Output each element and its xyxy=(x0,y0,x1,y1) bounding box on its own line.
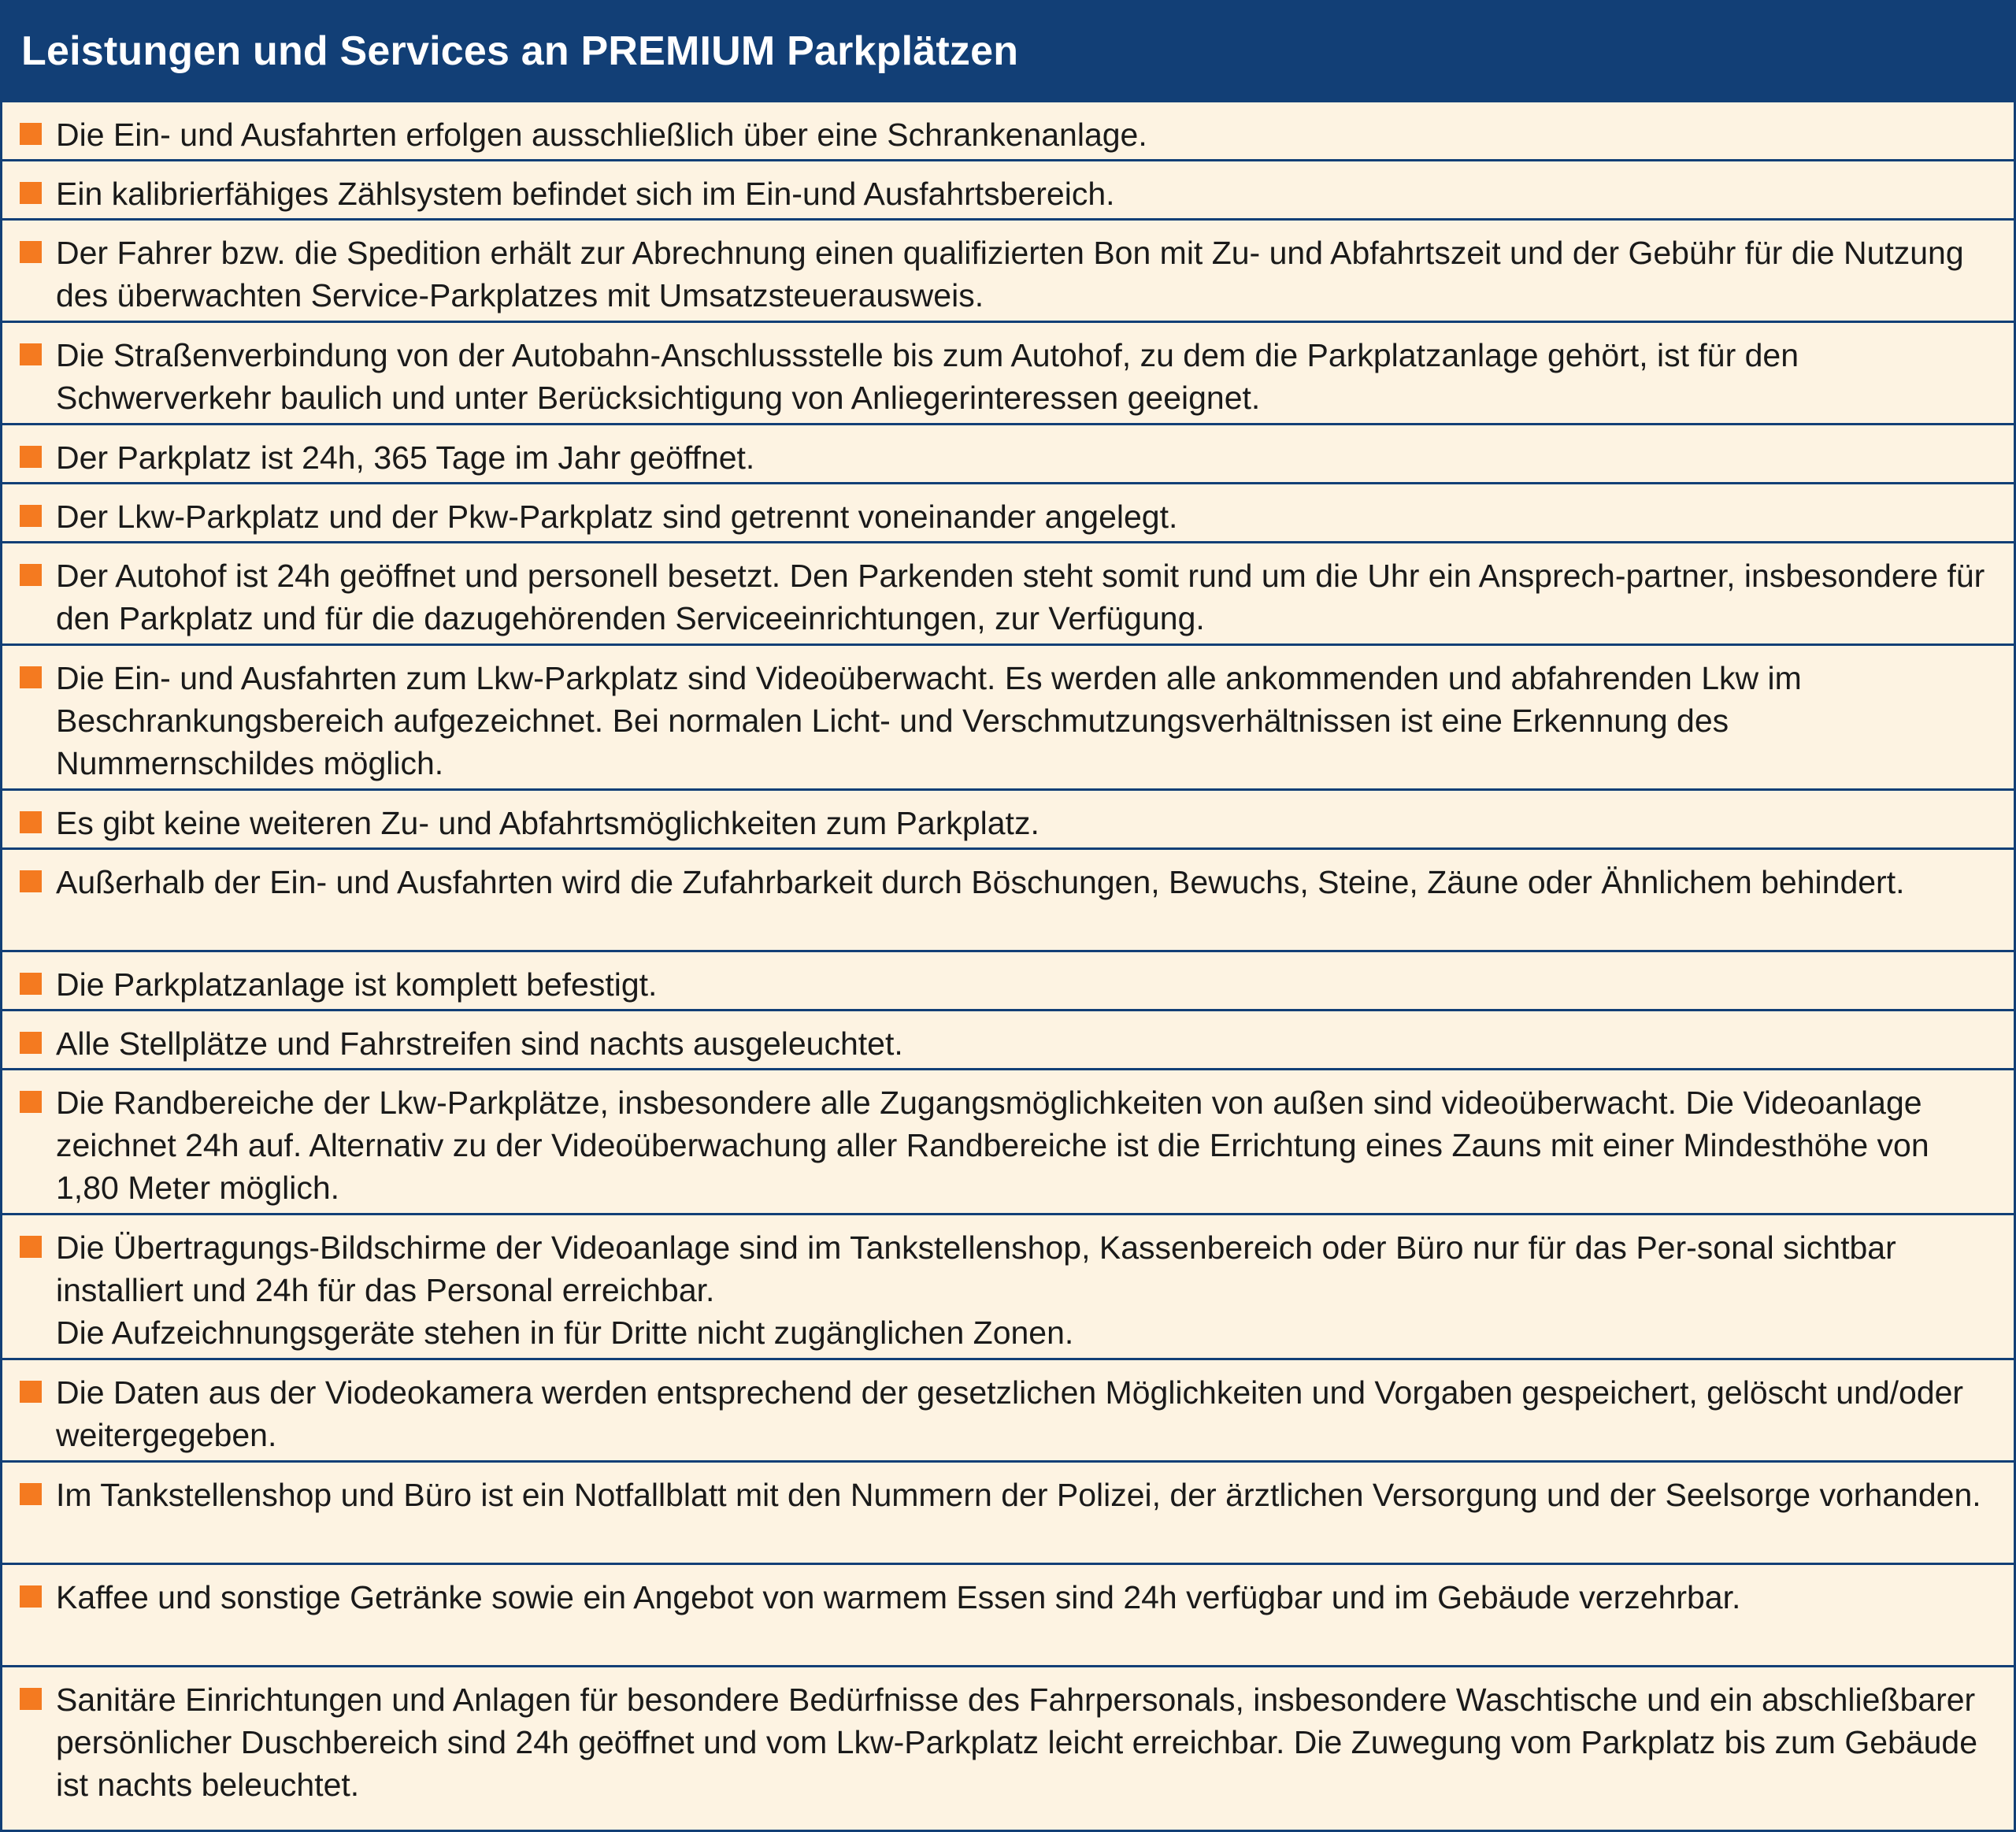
list-item-text: Die Übertragungs-Bildschirme der Videoanlage sind im Tankstellenshop, Kassenbereich oder Büro nur für das Per-sonal sichtbar installiert und 24h für das Personal erreichbar. Die Aufzeichnungsgeräte stehen in für Dritte nicht zugänglichen Zonen. xyxy=(56,1229,1896,1351)
orange-square-bullet-icon xyxy=(20,811,42,833)
list-item xyxy=(2,1358,2014,1460)
list-item xyxy=(2,218,2014,321)
list-item-text: Alle Stellplätze und Fahrstreifen sind nachts ausgeleuchtet. xyxy=(56,1025,903,1062)
list-item-text: Ein kalibrierfähiges Zählsystem befindet sich im Ein-und Ausfahrtsbereich. xyxy=(56,176,1115,212)
orange-square-bullet-icon xyxy=(20,123,42,145)
list-item-text: Die Ein- und Ausfahrten erfolgen ausschließlich über eine Schrankenanlage. xyxy=(56,117,1147,153)
orange-square-bullet-icon xyxy=(20,666,42,688)
list-item xyxy=(2,788,2014,847)
list-item-text: Der Fahrer bzw. die Spedition erhält zur Abrechnung einen qualifizierten Bon mit Zu- und Abfahrtszeit und der Gebühr für die Nutzung des überwachten Service-Parkplatzes mit Umsatzsteuerausweis. xyxy=(56,235,1964,313)
list-item xyxy=(2,1009,2014,1068)
orange-square-bullet-icon xyxy=(20,973,42,995)
orange-square-bullet-icon xyxy=(20,870,42,892)
services-list xyxy=(2,100,2014,1830)
list-item-text: Die Straßenverbindung von der Autobahn-Anschlussstelle bis zum Autohof, zu dem die Parkplatzanlage gehört, ist für den Schwerverkehr baulich und unter Berücksichtigung von Anliegerinteressen geeignet. xyxy=(56,337,1799,416)
orange-square-bullet-icon xyxy=(20,446,42,468)
list-item-text: Die Daten aus der Viodeokamera werden entsprechend der gesetzlichen Möglichkeiten und Vorgaben gespeichert, gelöscht und/oder weitergegeben. xyxy=(56,1374,1964,1453)
orange-square-bullet-icon xyxy=(20,182,42,204)
list-item xyxy=(2,482,2014,541)
list-item-text: Die Parkplatzanlage ist komplett befestigt. xyxy=(56,966,658,1003)
list-item-text: Sanitäre Einrichtungen und Anlagen für besondere Bedürfnisse des Fahrpersonals, insbesondere Waschtische und ein abschließbarer persönlicher Duschbereich sind 24h geöffnet und vom Lkw-Parkplatz leicht erreichbar. Die Zuwegung vom Parkplatz bis zum Gebäude ist nachts beleuchtet. xyxy=(56,1682,1978,1803)
list-item-text: Außerhalb der Ein- und Ausfahrten wird die Zufahrbarkeit durch Böschungen, Bewuchs, Steine, Zäune oder Ähnlichem behindert. xyxy=(56,864,1905,900)
list-item xyxy=(2,321,2014,423)
list-item-text: Der Parkplatz ist 24h, 365 Tage im Jahr geöffnet. xyxy=(56,439,755,476)
list-item xyxy=(2,950,2014,1009)
list-item xyxy=(2,1563,2014,1665)
orange-square-bullet-icon xyxy=(20,343,42,365)
list-item-text: Die Randbereiche der Lkw-Parkplätze, insbesondere alle Zugangsmöglichkeiten von außen sind videoüberwacht. Die Videoanlage zeichnet 24h auf. Alternativ zu der Videoüberwachung aller Randbereiche ist die Errichtung eines Zauns mit einer Mindesthöhe von 1,80 Meter möglich. xyxy=(56,1085,1929,1206)
list-item xyxy=(2,1213,2014,1358)
list-item xyxy=(2,643,2014,788)
list-item xyxy=(2,847,2014,950)
list-item-text: Der Lkw-Parkplatz und der Pkw-Parkplatz sind getrennt voneinander angelegt. xyxy=(56,499,1178,535)
orange-square-bullet-icon xyxy=(20,1483,42,1505)
orange-square-bullet-icon xyxy=(20,1585,42,1608)
orange-square-bullet-icon xyxy=(20,505,42,527)
orange-square-bullet-icon xyxy=(20,241,42,263)
orange-square-bullet-icon xyxy=(20,1032,42,1054)
list-item xyxy=(2,541,2014,643)
list-item xyxy=(2,1665,2014,1830)
orange-square-bullet-icon xyxy=(20,1381,42,1403)
list-item-text: Im Tankstellenshop und Büro ist ein Notfallblatt mit den Nummern der Polizei, der ärztlichen Versorgung und der Seelsorge vorhanden. xyxy=(56,1477,1981,1513)
orange-square-bullet-icon xyxy=(20,1236,42,1258)
list-item-text: Kaffee und sonstige Getränke sowie ein Angebot von warmem Essen sind 24h verfügbar und im Gebäude verzehrbar. xyxy=(56,1579,1741,1615)
list-item xyxy=(2,159,2014,218)
panel-title: Leistungen und Services an PREMIUM Parkplätzen xyxy=(2,2,2014,100)
list-item xyxy=(2,100,2014,159)
list-item xyxy=(2,1460,2014,1563)
orange-square-bullet-icon xyxy=(20,564,42,586)
list-item-text: Der Autohof ist 24h geöffnet und personell besetzt. Den Parkenden steht somit rund um die Uhr ein Ansprech-partner, insbesondere für den Parkplatz und für die dazugehörenden Serviceeinrichtungen, zur Verfügung. xyxy=(56,558,1985,636)
list-item xyxy=(2,423,2014,482)
orange-square-bullet-icon xyxy=(20,1091,42,1113)
list-item-text: Die Ein- und Ausfahrten zum Lkw-Parkplatz sind Videoüberwacht. Es werden alle ankommenden und abfahrenden Lkw im Beschrankungsbereich aufgezeichnet. Bei normalen Licht- und Verschmutzungsverhältnissen ist eine Erkennung des Nummernschildes möglich. xyxy=(56,660,1802,781)
list-item-text: Es gibt keine weiteren Zu- und Abfahrtsmöglichkeiten zum Parkplatz. xyxy=(56,805,1040,841)
orange-square-bullet-icon xyxy=(20,1688,42,1710)
list-item xyxy=(2,1068,2014,1213)
